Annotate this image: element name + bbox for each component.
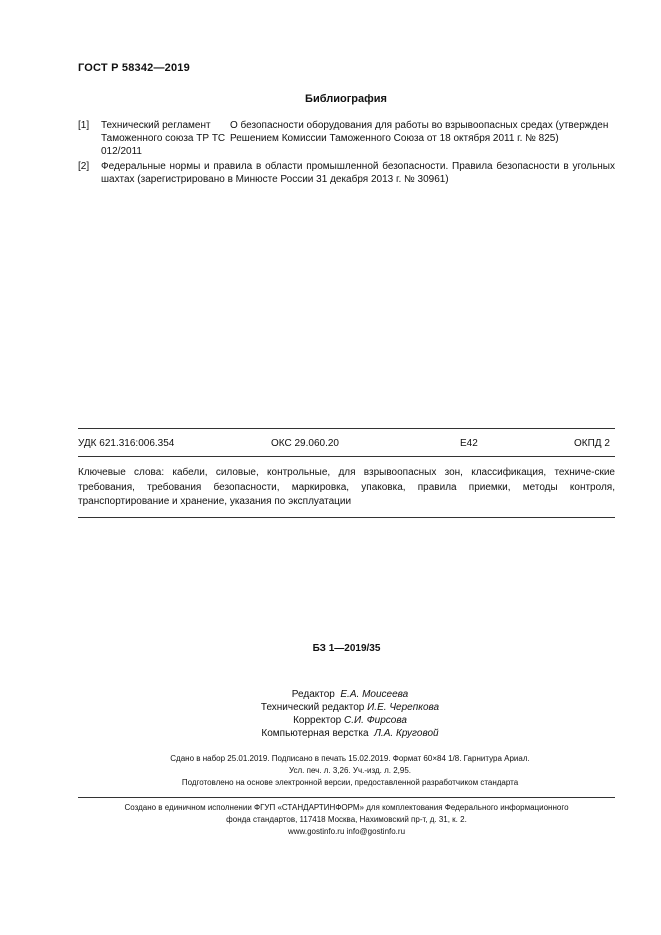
credit-editor [200, 688, 500, 701]
publication-line-2: Усл. печ. л. 3,26. Уч.-изд. л. 2,95. [288, 766, 412, 775]
ref-number: [2] [78, 161, 90, 172]
ref-number: [1] [78, 120, 90, 131]
divider-top [78, 428, 615, 429]
ref-document: Технический регламент Таможенного союза ТР ТС 012/2011 [101, 120, 226, 157]
credit-layout [200, 727, 500, 740]
credit-name: Е.А. Моисеева [340, 689, 409, 700]
credit-label: Технический редактор [260, 702, 365, 713]
credits-block [200, 688, 500, 740]
credit-tech-editor [200, 701, 500, 714]
ref-description: О безопасности оборудования для работы во взрывоопасных средах (утвержден Решением Комиссии Таможенного Союза от 18 октября 2011 г. № 825) [230, 120, 609, 144]
footer-line-1: Создано в единичном исполнении ФГУП «СТАНДАРТИНФОРМ» для комплектования Федерального информационного [124, 803, 569, 812]
publication-line-3: Подготовлено на основе электронной версии, предоставленной разработчиком стандарта [181, 778, 519, 787]
footer-line-3: www.gostinfo.ru info@gostinfo.ru [287, 827, 406, 836]
bibliography-title: Библиография [305, 93, 387, 105]
e-code: Е42 [460, 438, 478, 449]
footer-line-2: фонда стандартов, 117418 Москва, Нахимовский пр-т, д. 31, к. 2. [226, 815, 467, 824]
divider-footer [78, 797, 615, 798]
oks-code: ОКС 29.060.20 [271, 438, 339, 449]
keywords: Ключевые слова: кабели, силовые, контрольные, для взрывоопасных зон, классификация, техниче-ские требования, требования безопасности, маркировка, упаковка, правила приемки, методы контроля, транспортирование и хранение, указания по эксплуатации [78, 467, 615, 507]
credit-corrector [200, 714, 500, 727]
udk-code: УДК 621.316:006.354 [78, 438, 175, 449]
publication-line-1: Сдано в набор 25.01.2019. Подписано в печать 15.02.2019. Формат 60×84 1/8. Гарнитура Ариал. [170, 754, 530, 763]
bz-number: БЗ 1—2019/35 [312, 643, 381, 654]
credit-label: Корректор [293, 715, 342, 726]
divider-mid [78, 456, 615, 457]
ref-text: Федеральные нормы и правила в области промышленной безопасности. Правила безопасности в угольных шахтах (зарегистрировано в Минюсте России 31 декабря 2013 г. № 30961) [101, 161, 615, 185]
bibliography-ref-1 [78, 119, 615, 159]
credit-label: Редактор [291, 689, 335, 700]
divider-keywords [78, 517, 615, 518]
okpd-code: ОКПД 2 [574, 438, 610, 449]
credit-label: Компьютерная верстка [261, 728, 369, 739]
standard-number: ГОСТ Р 58342—2019 [78, 62, 190, 74]
publication-info [90, 753, 610, 789]
credit-name: И.Е. Черепкова [367, 702, 440, 713]
credit-name: С.И. Фирсова [344, 715, 407, 726]
credit-name: Л.А. Круговой [374, 728, 439, 739]
footer-info [78, 802, 615, 838]
bibliography-ref-2 [78, 160, 615, 186]
